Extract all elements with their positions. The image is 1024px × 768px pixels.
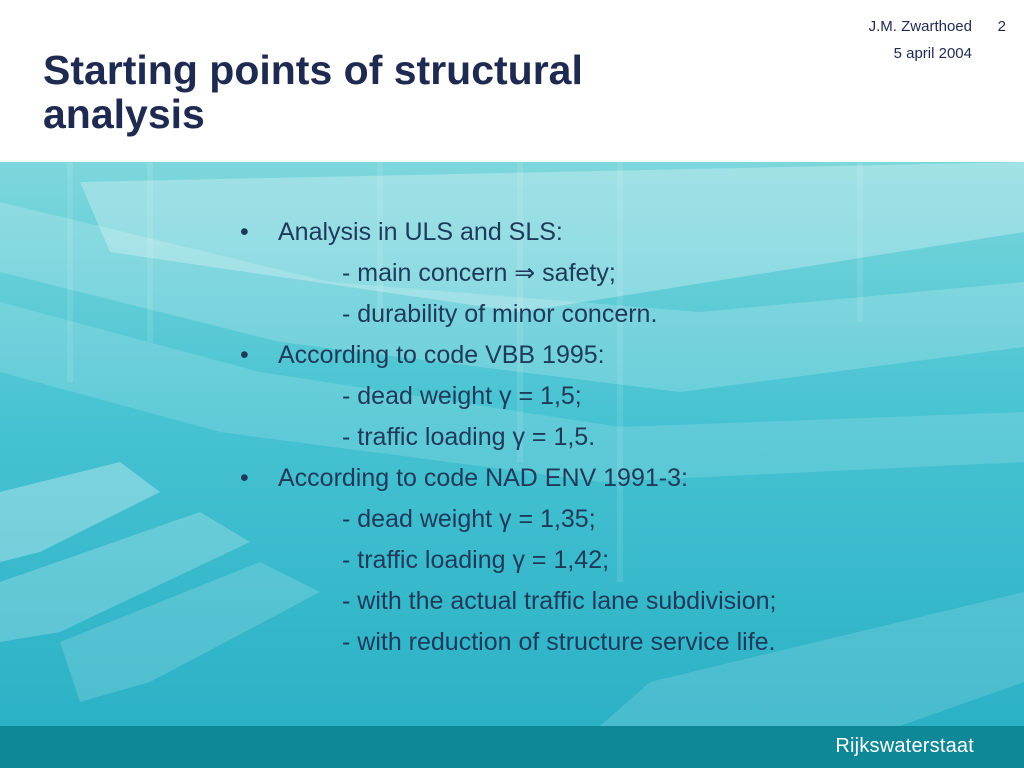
sub-item: - with the actual traffic lane subdivision; <box>342 587 777 615</box>
brand-logo-text: Rijkswaterstaat <box>835 735 974 757</box>
bullet-text: According to code VBB 1995: <box>278 341 605 369</box>
bullet-text: According to code NAD ENV 1991-3: <box>278 464 688 492</box>
sub-item: - traffic loading γ = 1,42; <box>342 546 610 574</box>
bullet-text: Analysis in ULS and SLS: <box>278 218 563 246</box>
bullet-marker: • <box>240 464 249 492</box>
bullet-marker: • <box>240 218 249 246</box>
page-number: 2 <box>997 18 1006 35</box>
slide-title-line-2: analysis <box>43 91 205 137</box>
slide-title <box>43 48 743 136</box>
bullet-list <box>240 212 960 663</box>
sub-item: - durability of minor concern. <box>342 300 658 328</box>
footer-bar <box>0 726 1024 768</box>
author-label: J.M. Zwarthoed <box>868 18 972 35</box>
date-label: 5 april 2004 <box>893 45 972 62</box>
sub-item: - with reduction of structure service life. <box>342 628 776 656</box>
sub-item: - traffic loading γ = 1,5. <box>342 423 596 451</box>
sub-item: - main concern ⇒ safety; <box>342 259 616 287</box>
sub-item: - dead weight γ = 1,35; <box>342 505 596 533</box>
bullet-item <box>240 212 960 253</box>
bullet-item <box>240 458 960 499</box>
slide-title-line-1: Starting points of structural <box>43 47 583 93</box>
sub-item: - dead weight γ = 1,5; <box>342 382 582 410</box>
slide-header <box>0 0 1024 162</box>
bullet-marker: • <box>240 341 249 369</box>
bullet-item <box>240 335 960 376</box>
